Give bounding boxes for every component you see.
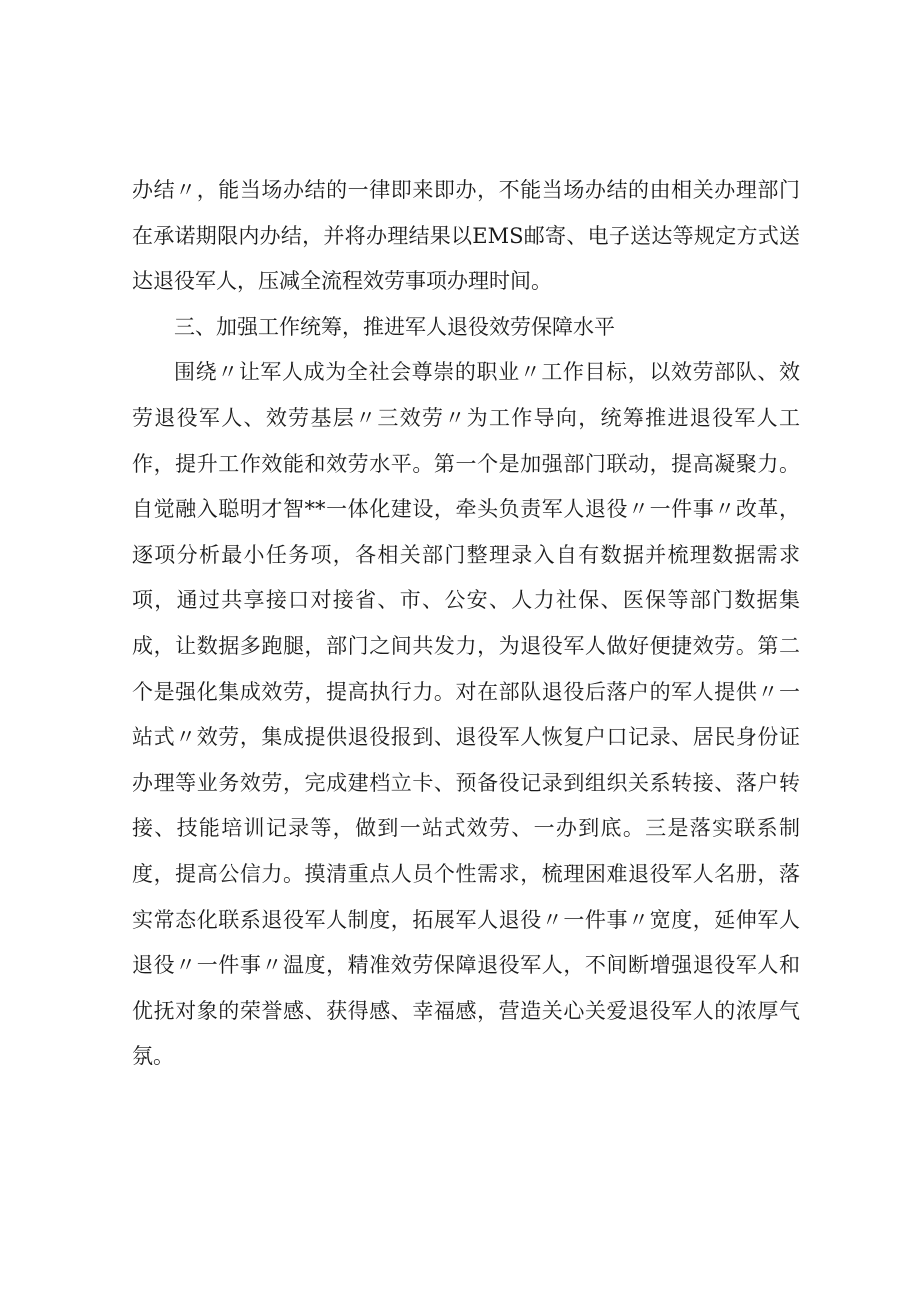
paragraph-section-3: 围绕〃让军人成为全社会尊崇的职业〃工作目标，以效劳部队、效劳退役军人、效劳基层〃三效劳〃为工作导向，统筹推进退役军人工作，提升工作效能和效劳水平。第一个是加强部门联动，提高凝聚力。自觉融入聪明才智**一体化建设，牵头负责军人退役〃一件事〃改革，逐项分析最小任务项，各相关部门整理录入自有数据并梳理数据需求项，通过共享接口对接省、市、公安、人力社保、医保等部门数据集成，让数据多跑腿，部门之间共发力，为退役军人做好便捷效劳。第二个是强化集成效劳，提高执行力。对在部队退役后落户的军人提供〃一站式〃效劳，集成提供退役报到、退役军人恢复户口记录、居民身份证办理等业务效劳，完成建档立卡、预备役记录到组织关系转接、落户转接、技能培训记录等，做到一站式效劳、一办到底。三是落实联系制度，提高公信力。摸清重点人员个性需求，梳理困难退役军人名册，落实常态化联系退役军人制度，拓展军人退役〃一件事〃宽度，延伸军人退役〃一件事〃温度，精准效劳保障退役军人，不间断增强退役军人和优抚对象的荣誉感、获得感、幸福感，营造关心关爱退役军人的浓厚气氛。 [132,360,800,1069]
document-body [132,168,800,1080]
section-heading-3: 三、加强工作统筹，推进军人退役效劳保障水平 [174,314,615,339]
paragraph-continuation: 办结〃，能当场办结的一律即来即办，不能当场办结的由相关办理部门在承诺期限内办结，并将办理结果以EMS邮寄、电子送达等规定方式送达退役军人，压减全流程效劳事项办理时间。 [132,178,800,294]
